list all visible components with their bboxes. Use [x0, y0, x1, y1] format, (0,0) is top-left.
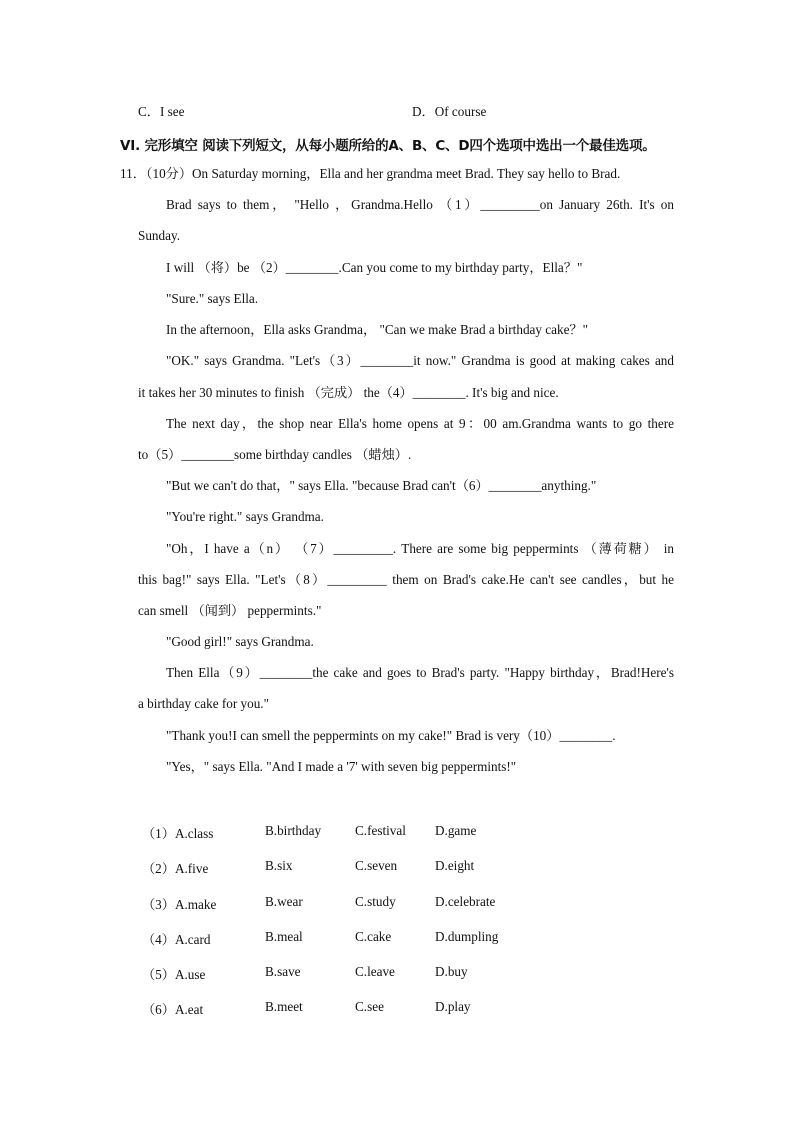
- passage-line: a birthday cake for you.": [138, 696, 269, 711]
- passage-line: Brad says to them， "Hello ，Grandma.Hello （1）_________on January 26th. It's on: [166, 197, 674, 212]
- passage-line: Then Ella（9）________the cake and goes to Brad's party. "Happy birthday，Brad!Here's: [166, 665, 674, 680]
- prev-option-d: D．Of course: [412, 104, 487, 119]
- passage-line: "Good girl!" says Grandma.: [166, 634, 314, 649]
- passage-line: to（5）________some birthday candles （蜡烛）.: [138, 447, 412, 462]
- option-a: （6）A.eat: [142, 1002, 204, 1017]
- passage-line: "But we can't do that，" says Ella. "because Brad can't（6）________anything.": [166, 478, 597, 493]
- option-b: B.meal: [265, 929, 303, 944]
- option-a: （5）A.use: [142, 967, 206, 982]
- option-b: B.six: [265, 858, 293, 873]
- passage-line: In the afternoon，Ella asks Grandma， "Can we make Brad a birthday cake？": [166, 322, 588, 337]
- passage-line: "You're right." says Grandma.: [166, 509, 324, 524]
- prev-option-c: C．I see: [138, 104, 185, 119]
- option-d: D.eight: [435, 858, 475, 873]
- question-intro: 11．（10分）On Saturday morning，Ella and her grandma meet Brad. They say hello to Brad.: [120, 166, 621, 181]
- option-c: C.leave: [355, 964, 395, 979]
- passage-line: Sunday.: [138, 228, 181, 243]
- option-a: （4）A.card: [142, 932, 211, 947]
- passage-line: this bag!" says Ella. "Let's（8）_________ them on Brad's cake.He can't see candles，but he: [138, 572, 674, 587]
- passage-line: I will （将）be （2）________.Can you come to my birthday party，Ella？": [166, 260, 583, 275]
- passage-line: "Oh，I have a（n） （7）_________. There are some big peppermints （薄荷糖） in: [166, 541, 674, 556]
- option-c: C.see: [355, 999, 384, 1014]
- option-b: B.wear: [265, 894, 303, 909]
- passage-line: can smell （闻到） peppermints.": [138, 603, 322, 618]
- option-c: C.festival: [355, 823, 406, 838]
- option-a: （3）A.make: [142, 897, 217, 912]
- option-b: B.save: [265, 964, 301, 979]
- option-b: B.birthday: [265, 823, 322, 838]
- passage-line: "OK." says Grandma. "Let's（3）________it now." Grandma is good at making cakes and: [166, 353, 674, 368]
- option-c: C.cake: [355, 929, 392, 944]
- option-d: D.game: [435, 823, 477, 838]
- passage-line: "Yes，" says Ella. "And I made a '7' with seven big peppermints!": [166, 759, 517, 774]
- passage-line: The next day，the shop near Ella's home opens at 9：00 am.Grandma wants to go there: [166, 416, 674, 431]
- option-c: C.seven: [355, 858, 398, 873]
- option-d: D.play: [435, 999, 471, 1014]
- option-d: D.dumpling: [435, 929, 499, 944]
- option-d: D.buy: [435, 964, 468, 979]
- passage-line: it takes her 30 minutes to finish （完成） the（4）________. It's big and nice.: [138, 385, 559, 400]
- option-c: C.study: [355, 894, 396, 909]
- passage-line: "Sure." says Ella.: [166, 291, 259, 306]
- section-title: VI. 完形填空 阅读下列短文，从每小题所给的A、B、C、D四个选项中选出一个最佳选项。: [120, 138, 656, 154]
- option-a: （1）A.class: [142, 826, 214, 841]
- option-a: （2）A.five: [142, 861, 209, 876]
- passage-line: "Thank you!I can smell the peppermints on my cake!" Brad is very（10）________.: [166, 728, 616, 743]
- option-b: B.meet: [265, 999, 303, 1014]
- option-d: D.celebrate: [435, 894, 496, 909]
